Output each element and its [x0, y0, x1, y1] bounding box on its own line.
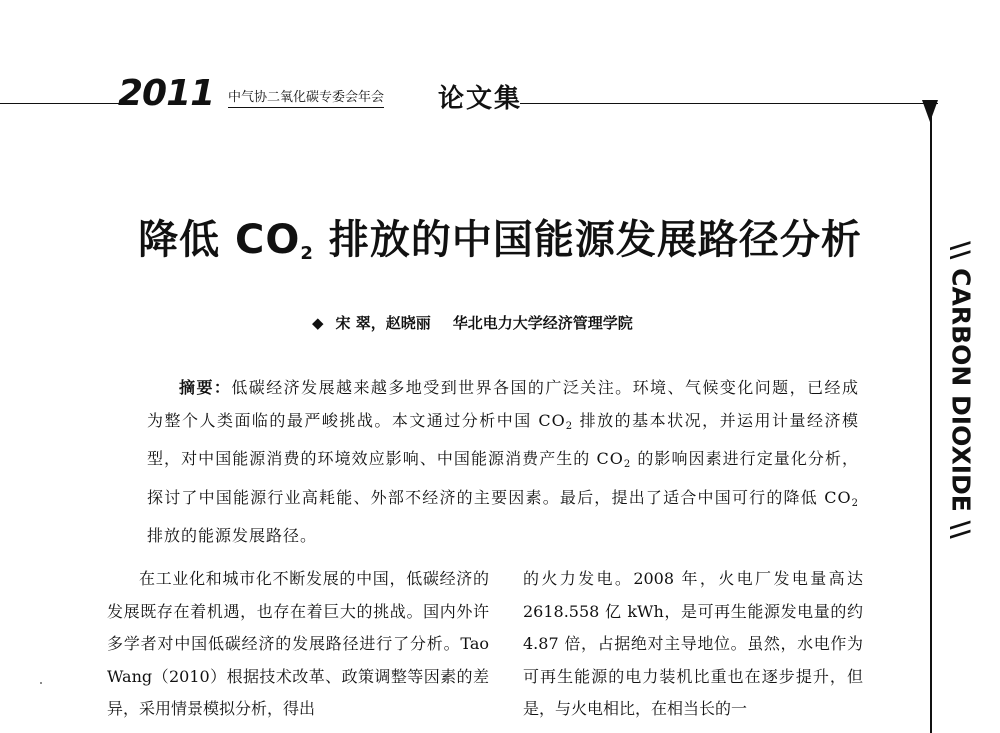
abstract-text-1: 低碳经济发展越来越多地受到世界各国的广泛关注。环境、气候变化问题，已经成为整个人类面临的最严峻挑战。本文通过分析中国 CO [147, 378, 859, 430]
header-subtitle: 中气协二氧化碳专委会年会 [228, 86, 384, 108]
body-column-right [523, 563, 863, 726]
abstract-text-3: 的影响因素进行定量化分析，探讨了中国能源行业高耗能、外部不经济的主要因素。最后，提出了适合中国可行的降低 CO [147, 449, 859, 507]
abstract [147, 372, 859, 553]
abstract-label: 摘要： [179, 378, 232, 397]
header-rule-right [520, 103, 938, 104]
side-label-text: \\ CARBON DIOXIDE \\ [946, 241, 976, 539]
body-paragraph-right: 的火力发电。2008 年，火电厂发电量高达 2618.558 亿 kWh，是可再生能源发电量的约 4.87 倍，占据绝对主导地位。虽然，水电作为可再生能源的电力装机比重也在逐步提升，但是，与火电相比，在相当长的一 [523, 569, 863, 718]
header-year: 2011 [118, 73, 215, 114]
header-collection: 论文集 [438, 84, 523, 114]
body-paragraph-left: 在工业化和城市化不断发展的中国，低碳经济的发展既存在着机遇，也存在着巨大的挑战。国内外许多学者对中国低碳经济的发展路径进行了分析。Tao Wang（2010）根据技术改革、政策调整等因素的差异，采用情景模拟分析，得出 [107, 569, 489, 718]
scan-speck [40, 682, 42, 684]
abstract-subscript-3: 2 [851, 497, 859, 509]
paper-title-text [138, 208, 862, 265]
title-part-1: 降低 CO [138, 217, 301, 263]
body-column-left [107, 563, 489, 726]
abstract-subscript-1: 2 [565, 420, 574, 432]
author-line [312, 312, 633, 333]
abstract-paragraph [147, 372, 859, 553]
author-affiliation: 华北电力大学经济管理学院 [452, 314, 633, 332]
paper-title [0, 208, 1000, 265]
title-part-2: 排放的中国能源发展路径分析 [313, 217, 862, 263]
abstract-subscript-2: 2 [623, 459, 632, 470]
abstract-text-2: 排放的基本状况，并运用计量经济模型，对中国能源消费的环境效应影响、中国能源消费产生的 CO [147, 410, 859, 468]
author-names: 宋 翠，赵晓丽 [335, 314, 431, 332]
header-rule-left [0, 103, 120, 104]
abstract-text-4: 排放的能源发展路径。 [147, 526, 318, 545]
diamond-icon: ◆ [312, 314, 324, 332]
title-subscript: 2 [300, 243, 314, 264]
side-label [932, 241, 990, 539]
